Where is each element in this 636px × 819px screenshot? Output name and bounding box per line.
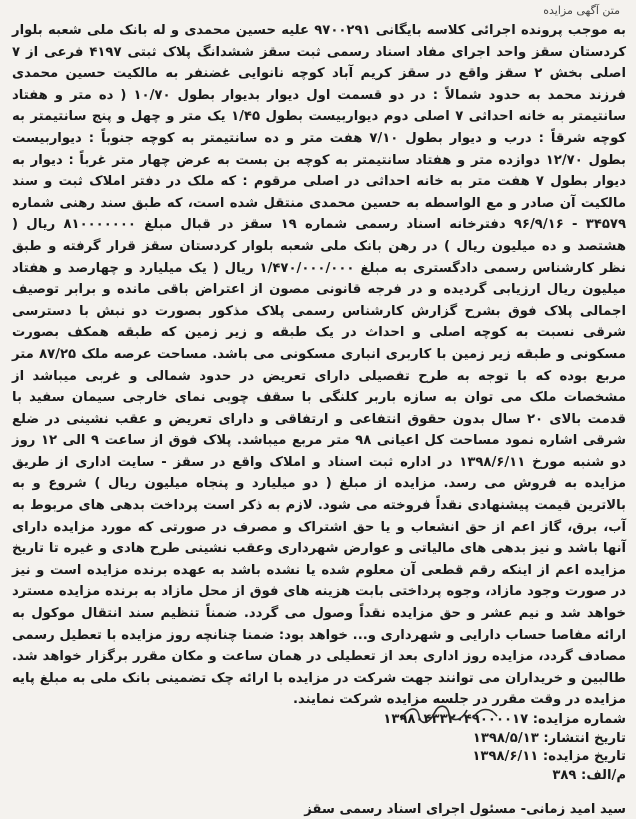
notice-meta [12, 711, 626, 785]
notice-body: به موجب پرونده اجرائی کلاسه بایگانی ۹۷۰۰۲۹۱ علیه حسین محمدی و له بانک ملی شعبه بلوار کردستان سقز واحد اجرای مفاد اسناد رسمی ثبت سقز ششدانگ پلاک ثبتی ۴۱۹۷ فرعی از ۷ اصلی بخش ۲ سقز واقع در سقز کریم آباد کوچه نانوایی غضنفر به مالکیت حسین محمدی فرزند محمد به حدود شمالاً : در دو قسمت اول دیوار بدیوار بطول ۱۰/۷۰ ( ده متر و هفتاد سانتیمتر به خانه احداثی ۷ اصلی دوم دیواربیست بطول ۱/۴۵ یک متر و چهل و پنج سانتیمتر به کوچه شرقاً : درب و دیوار بطول ۷/۱۰ هفت متر و ده سانتیمتر به کوچه جنوباً : دیواربیست بطول ۱۲/۷۰ دوازده متر و هفتاد سانتیمتر به کوچه بن بست به عرض چهار متر غرباً : دیوار به دیوار بطول ۷ هفت متر به خانه احداثی در اصلی مرقوم : که ملک در دفتر املاک ثبت و سند مالکیت آن صادر و مع الواسطه به حسین محمدی منتقل شده است، که طبق سند رهنی شماره ۳۴۵۷۹ - ۹۶/۹/۱۶ دفترخانه اسناد رسمی شماره ۱۹ سقز در قبال مبلغ ۸۱۰۰۰۰۰۰۰ ریال ( هشتصد و ده میلیون ریال ) در رهن بانک ملی شعبه بلوار کردستان سقز قرار گرفته و طبق نظر کارشناس رسمی دادگستری به مبلغ ۱/۴۷۰/۰۰۰/۰۰۰ ریال ( یک میلیارد و چهارصد و هفتاد میلیون ریال ارزیابی گردیده و در فرجه قانونی مصون از اعتراض باقی مانده و برابر توصیف اجمالی پلاک فوق بشرح گزارش کارشناس رسمی پلاک مذکور بصورت دو نبش با دسترسی شرقی نسبت به کوچه اصلی و احداث در یک طبقه و زیر زمین که طبقه همکف بصورت مسکونی و طبقه زیر زمین با کاربری انباری مسکونی می باشد. مساحت عرصه ملک ۸۷/۲۵ متر مربع بوده که با توجه به طرح تفصیلی دارای تعریض در حدود شمالی و غربی میباشد از مشخصات ملک می توان به سازه باربر کلنگی با سقف چوبی نمای خارجی سیمان سفید با قدمت بالای ۲۰ سال بدون حقوق انتفاعی و ارتفاقی و دارای تعریض و عقب نشینی در ضلع شرقی اشاره نمود مساحت کل اعیانی ۹۸ متر مربع میباشد. پلاک فوق از ساعت ۹ الی ۱۲ روز دو شنبه مورخ ۱۳۹۸/۶/۱۱ در اداره ثبت اسناد و املاک واقع در سقز - سایت اداری از طریق مزایده به فروش می رسد. مزایده از مبلغ ( دو میلیارد و پنجاه میلیون ریال ) شروع و به بالاترین قیمت پیشنهادی نقداً فروخته می شود. لازم به ذکر است پرداخت بدهی های مربوط به آب، برق، گاز اعم از حق انشعاب و یا حق اشتراک و مصرف در صورتی که مورد مزایده دارای آنها باشد و نیز بدهی های مالیاتی و عوارض شهرداری وعقب نشینی طرح هادی و غیره تا تاریخ مزایده اعم از اینکه رقم قطعی آن معلوم شده یا نشده باشد به عهده برنده مزایده است و نیز در صورت وجود مازاد، وجوه پرداختی بابت هزینه های فوق از محل مازاد به برنده مزایده مسترد خواهد شد و نیم عشر و حق مزایده نقداً وصول می گردد. ضمناً تنظیم سند انتقال موکول به ارائه مفاصا حساب دارایی و شهرداری و... خواهد بود: ضمنا چنانچه روز مزایده با تعطیل رسمی مصادف گردد، مزایده روز اداری بعد از تعطیلی در همان ساعت و مکان مقرر برگزار خواهد شد. طالبین و خریداران می توانند جهت شرکت در مزایده با ارائه چک تضمینی بانک ملی به مبلغ پایه مزایده در وقت مقرر در جلسه مزایده شرکت نمایند. [12, 23, 627, 708]
notice-title: متن آگهی مزایده [543, 4, 620, 17]
publish-date: تاریخ انتشار: ۱۳۹۸/۵/۱۳ [472, 730, 626, 746]
auction-date: تاریخ مزایده: ۱۳۹۸/۶/۱۱ [472, 749, 626, 764]
reference-number: م/الف: ۳۸۹ [552, 767, 626, 783]
signatory: سید امید زمانی- مسئول اجرای اسناد رسمی سقز [304, 802, 626, 817]
auction-number: شماره مزایده: ۱۳۹۸۰۴۳۳۲۰۴۹۰۰۰۰۱۷ [383, 712, 626, 727]
handwritten-mark [395, 700, 515, 726]
